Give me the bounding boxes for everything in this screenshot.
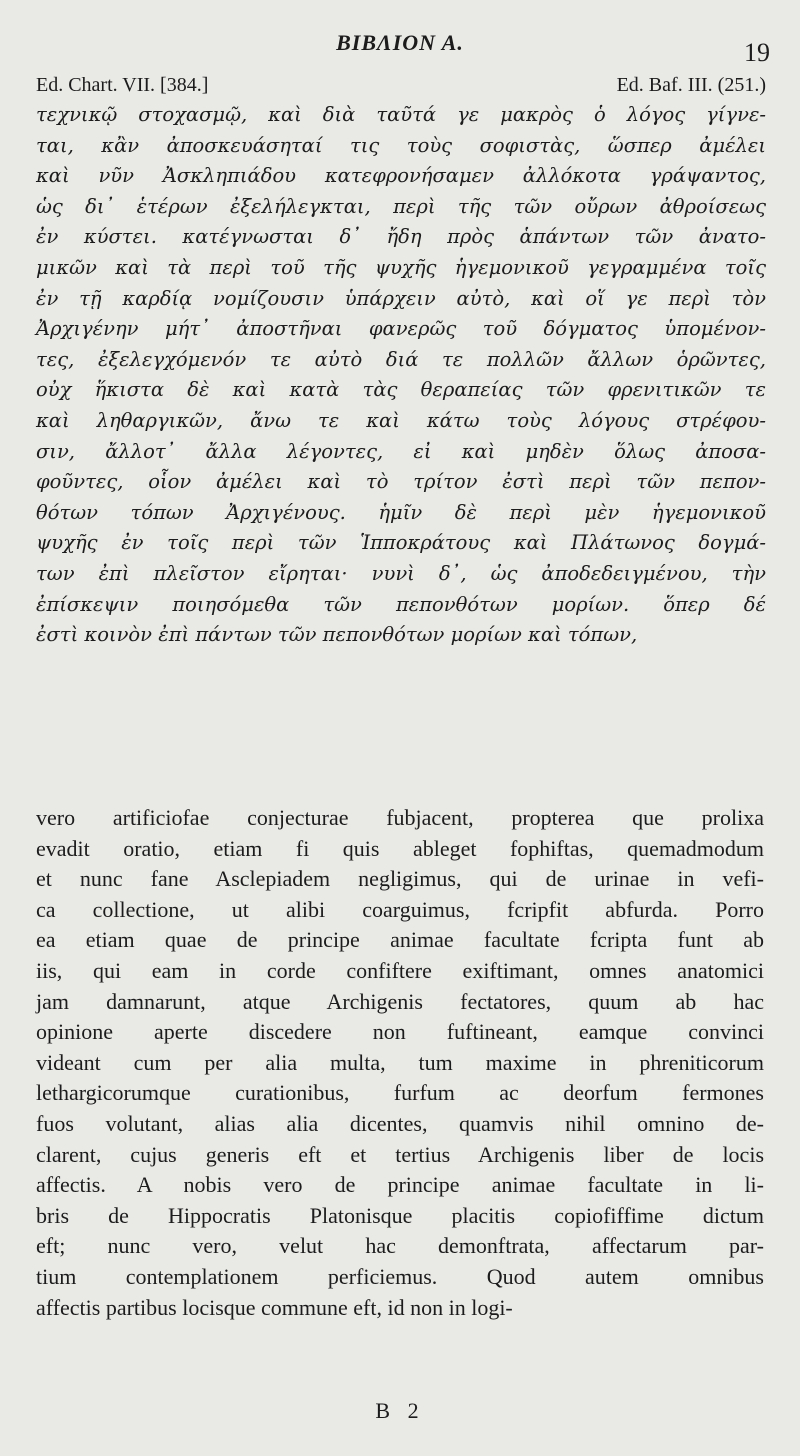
- greek-text-line: θότων τόπων Ἀρχιγένους. ἡμῖν δὲ περὶ μὲν ἡγεμονικοῦ: [36, 500, 766, 524]
- greek-text-line: τεχνικῷ στοχασμῷ, καὶ διὰ ταῦτά γε μακρὸς ὁ λόγος γίγνε-: [36, 103, 766, 126]
- latin-text-line: eft; nunc vero, velut hac demonftrata, affectarum par-: [36, 1233, 764, 1259]
- latin-text-line: vero artificiofae conjecturae fubjacent, propterea que prolixa: [36, 805, 764, 830]
- page-number: 19: [744, 38, 770, 67]
- greek-text-line: Ἀρχιγένην μήτ᾽ ἀποστῆναι φανερῶς τοῦ δόγματος ὑπομένον-: [36, 317, 766, 341]
- greek-text-line: καὶ νῦν Ἀσκληπιάδου κατεφρονήσαμεν ἀλλόκοτα γράψαντος,: [36, 164, 766, 188]
- latin-text-line: iis, qui eam in corde confiftere exiftimant, omnes anatomici: [36, 957, 764, 983]
- greek-text-line: οὐχ ἥκιστα δὲ καὶ κατὰ τὰς θεραπείας τῶν φρενιτικῶν τε: [36, 378, 766, 402]
- edition-reference-line: [36, 74, 766, 97]
- greek-text-line: φοῦντες, οἷον ἀμέλει καὶ τὸ τρίτον ἐστὶ περὶ τῶν πεπον-: [36, 470, 766, 494]
- greek-text-block: [36, 100, 766, 651]
- edition-reference-right: Ed. Baf. III. (251.): [616, 74, 766, 96]
- latin-text-line: tium contemplationem perficiemus. Quod autem omnibus: [36, 1263, 764, 1289]
- greek-text-line: ἐν κύστει. κατέγνωσται δ᾽ ἤδη πρὸς ἁπάντων τῶν ἀνατο-: [36, 225, 766, 249]
- greek-text-line: των ἐπὶ πλεῖστον εἴρηται· νυνὶ δ᾽, ὡς ἀποδεδειγμένου, τὴν: [36, 561, 766, 585]
- greek-text-line: ται, κἂν ἀποσκευάσηταί τις τοὺς σοφιστὰς, ὥσπερ ἀμέλει: [36, 133, 766, 157]
- greek-text-line: καὶ ληθαργικῶν, ἄνω τε καὶ κάτω τοὺς λόγους στρέφου-: [36, 408, 766, 432]
- latin-text-line: affectis partibus locisque commune eft, id non in logi-: [36, 1294, 513, 1320]
- greek-text-line: ἐν τῇ καρδίᾳ νομίζουσιν ὑπάρχειν αὐτὸ, καὶ οἵ γε περὶ τὸν: [36, 286, 766, 310]
- greek-text-line: σιν, ἄλλοτ᾽ ἄλλα λέγοντες, εἰ καὶ μηδὲν ὅλως ἀποσα-: [36, 439, 766, 463]
- latin-text-line: et nunc fane Asclepiadem negligimus, qui de urinae in vefi-: [36, 866, 764, 892]
- latin-text-line: ea etiam quae de principe animae facultate fcripta funt ab: [36, 927, 764, 953]
- latin-text-line: clarent, cujus generis eft et tertius Archigenis liber de locis: [36, 1141, 764, 1167]
- latin-text-line: fuos volutant, alias alia dicentes, quamvis nihil omnino de-: [36, 1110, 764, 1136]
- latin-text-block: [36, 803, 764, 1323]
- latin-text-line: opinione aperte discedere non fuftineant, eamque convinci: [36, 1019, 764, 1045]
- running-title: ΒΙΒΛΙΟΝ Α.: [336, 30, 464, 55]
- latin-text-line: jam damnarunt, atque Archigenis fectatores, quum ab hac: [36, 988, 764, 1014]
- latin-text-line: affectis. A nobis vero de principe animae facultate in li-: [36, 1172, 764, 1198]
- greek-text-line: ψυχῆς ἐν τοῖς περὶ τῶν Ἱπποκράτους καὶ Πλάτωνος δογμά-: [36, 531, 766, 555]
- latin-text-line: bris de Hippocratis Platonisque placitis copiofiffime dictum: [36, 1202, 764, 1228]
- latin-text-line: videant cum per alia multa, tum maxime in phreniticorum: [36, 1049, 764, 1075]
- latin-text-line: ca collectione, ut alibi coarguimus, fcripfit abfurda. Porro: [36, 896, 764, 922]
- latin-text-line: evadit oratio, etiam fi quis ableget fophiftas, quemadmodum: [36, 835, 764, 861]
- greek-text-line: ἐπίσκεψιν ποιησόμεθα τῶν πεπονθότων μορίων. ὅπερ δέ: [36, 592, 766, 616]
- greek-text-line: ὡς δι᾽ ἑτέρων ἐξελήλεγκται, περὶ τῆς τῶν οὔρων ἀθροίσεως: [36, 194, 766, 218]
- greek-text-line: ἐστὶ κοινὸν ἐπὶ πάντων τῶν πεπονθότων μορίων καὶ τόπων,: [36, 623, 638, 647]
- edition-reference-left: Ed. Chart. VII. [384.]: [36, 74, 209, 96]
- printer-signature-mark: B 2: [375, 1398, 425, 1423]
- greek-text-line: τες, ἐξελεγχόμενόν τε αὐτὸ διά τε πολλῶν ἄλλων ὁρῶντες,: [36, 347, 766, 371]
- latin-text-line: lethargicorumque curationibus, furfum ac deorfum fermones: [36, 1080, 764, 1106]
- greek-text-line: μικῶν καὶ τὰ περὶ τοῦ τῆς ψυχῆς ἡγεμονικοῦ γεγραμμένα τοῖς: [36, 255, 766, 279]
